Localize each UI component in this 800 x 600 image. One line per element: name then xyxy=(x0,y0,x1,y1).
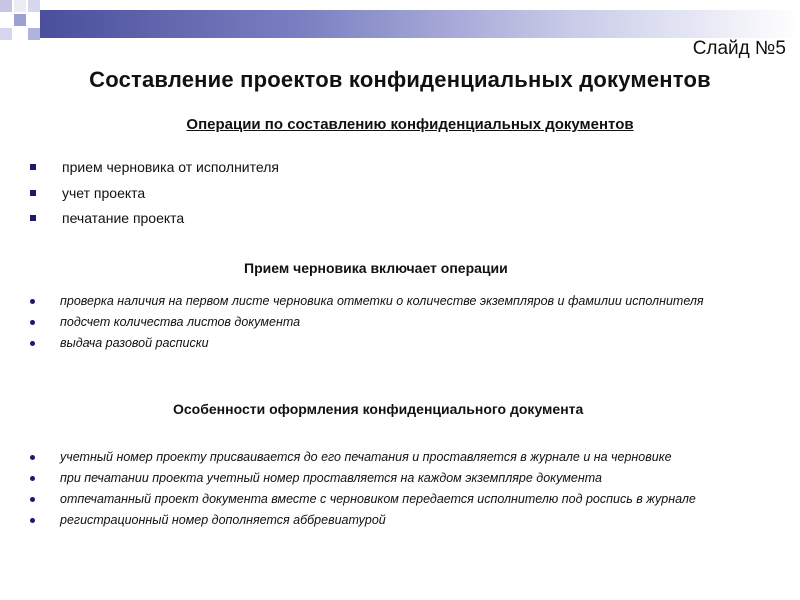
list-item xyxy=(26,469,776,488)
list-item xyxy=(26,448,776,467)
slide-number: Слайд №5 xyxy=(692,38,786,59)
square-bullet-icon xyxy=(30,190,36,196)
list-item xyxy=(28,184,279,210)
list-item xyxy=(26,511,776,530)
decor-square xyxy=(28,28,40,40)
list-item-text: проверка наличия на первом листе черновика отметки о количестве экземпляров и фамилии исполнителя xyxy=(60,294,704,308)
list-item-text: отпечатанный проект документа вместе с черновиком передается исполнителю под роспись в журнале xyxy=(60,492,696,506)
list-item-text: печатание проекта xyxy=(62,210,185,226)
header-gradient-bar xyxy=(40,10,800,38)
list-item-text: при печатании проекта учетный номер проставляется на каждом экземпляре документа xyxy=(60,471,602,485)
dot-bullet-icon xyxy=(30,299,35,304)
list-item-text: прием черновика от исполнителя xyxy=(62,159,279,175)
list-item xyxy=(26,292,776,311)
dot-bullet-icon xyxy=(30,476,35,481)
list-item-text: подсчет количества листов документа xyxy=(60,315,301,329)
list-item xyxy=(26,334,776,353)
list-item xyxy=(28,158,279,184)
header-decoration xyxy=(0,0,800,48)
list-item-text: учет проекта xyxy=(62,184,146,201)
list-item-text: учетный номер проекту присваивается до его печатания и проставляется в журнале и на черновике xyxy=(60,450,672,464)
operations-list xyxy=(28,158,279,235)
dot-bullet-icon xyxy=(30,341,35,346)
dot-bullet-icon xyxy=(30,320,35,325)
features-list xyxy=(26,448,776,532)
dot-bullet-icon xyxy=(30,518,35,523)
decor-square xyxy=(14,14,26,26)
list-item-text: выдача разовой расписки xyxy=(60,336,209,350)
slide-title: Составление проектов конфиденциальных документов xyxy=(89,67,711,92)
list-item-text: регистрационный номер дополняется аббревиатурой xyxy=(60,513,386,527)
list-item xyxy=(26,490,776,509)
features-heading: Особенности оформления конфиденциального документа xyxy=(173,401,584,417)
list-item xyxy=(28,209,279,235)
square-bullet-icon xyxy=(30,215,36,221)
decor-square xyxy=(28,0,40,12)
dot-bullet-icon xyxy=(30,497,35,502)
decor-square xyxy=(0,28,12,40)
operations-heading: Операции по составлению конфиденциальных документов xyxy=(186,116,634,133)
dot-bullet-icon xyxy=(30,455,35,460)
draft-reception-heading: Прием черновика включает операции xyxy=(244,260,508,276)
square-bullet-icon xyxy=(30,164,36,170)
draft-reception-list xyxy=(26,292,776,355)
decor-square xyxy=(0,0,12,12)
decor-square xyxy=(14,0,26,12)
list-item xyxy=(26,313,776,332)
